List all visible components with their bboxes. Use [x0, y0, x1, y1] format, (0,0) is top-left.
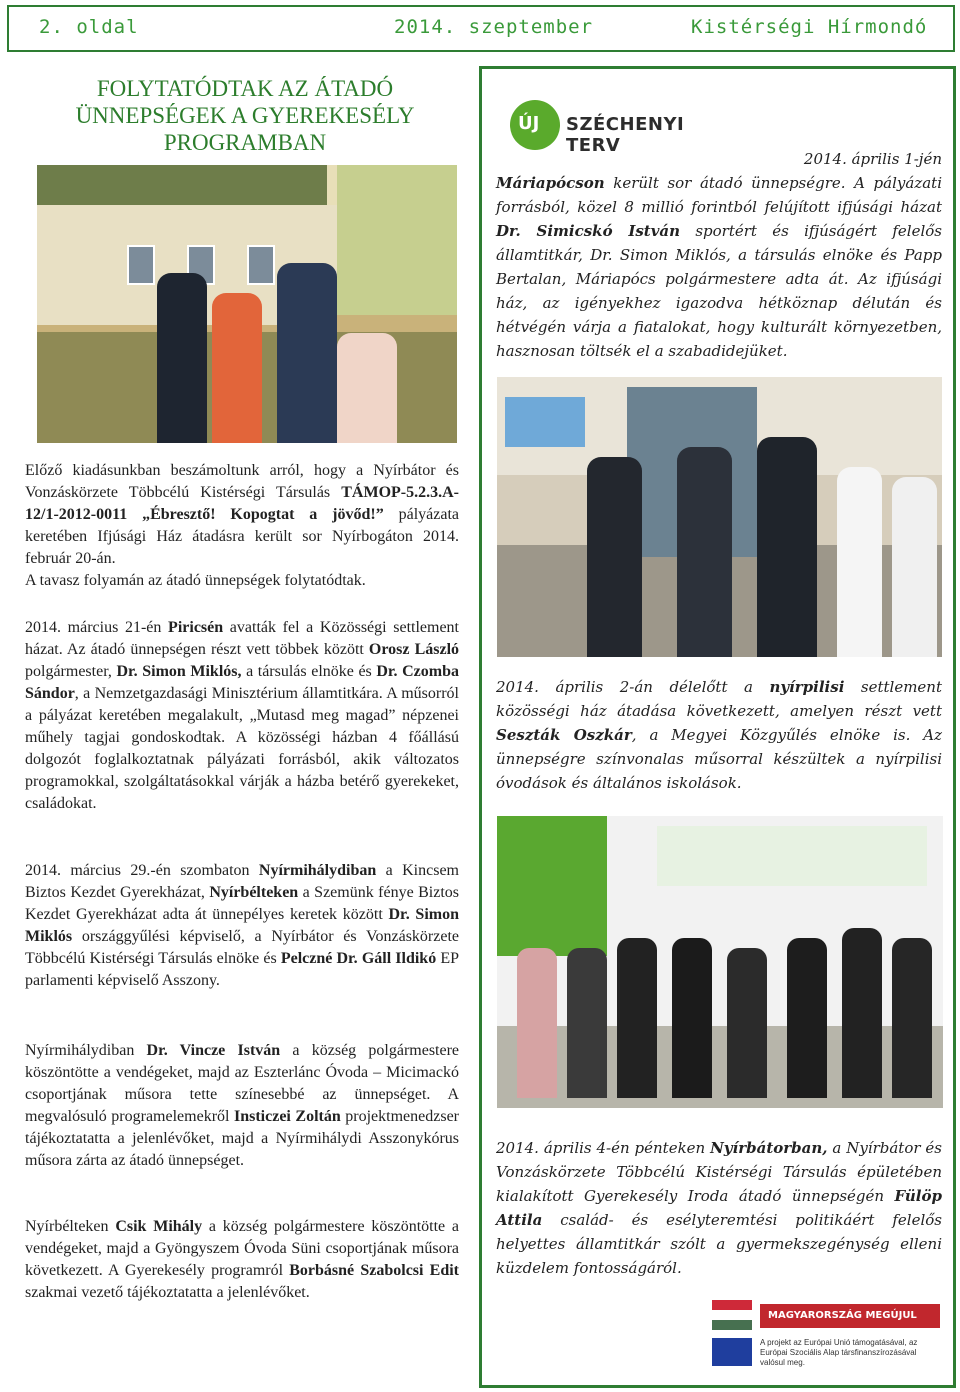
- publication-name: Kistérségi Hírmondó: [691, 16, 928, 38]
- photo-mariapocs-ceremony: [37, 165, 457, 443]
- eu-funding-note: A projekt az Európai Unió támogatásával, az Európai Szociális Alap társfinanszírozásával valósul meg.: [760, 1338, 918, 1367]
- issue-date: 2014. szeptember: [394, 16, 594, 38]
- paragraph-mariapocs: 2014. április 1-jén Máriapócson került sor átadó ünnepségre. A pályázati forrásból, közel 8 millió forintból felújított ifjúsági házat Dr. Simicskó István sportért és ifjúságért felelős államtitkár, Dr. Simon Miklós, a társulás elnöke és Papp Bertalan, Máriapócs polgármestere adta át. Az ifjúsági ház, az igényekhez igazodva hétköznap délután és hétvégén várja a fiatalokat, hogy kulturált környezetben, hasznosan töltsék el a szabadidejüket.: [496, 150, 943, 360]
- paragraph-nyirbator: 2014. április 4-én pénteken Nyírbátorban, a Nyírbátor és Vonzáskörzete Többcélú Kistérségi Társulás épületében kialakított Gyerekesély Iroda átadó ünnepségén Fülöp Attila család- és esélyteremtési politikáért felelős helyettes államtitkár szólt a gyermekszegénység elleni küzdelem fontosságáról.: [496, 1139, 942, 1277]
- photo-ifjusagi-haz-ribbon: [497, 377, 942, 657]
- paragraph-march-29: 2014. március 29.-én szombaton Nyírmihálydiban a Kincsem Biztos Kezdet Gyerekházat, Nyírbélteken a Szemünk fénye Biztos Kezdet Gyerekházat adta át ünnepélyes keretek között Dr. Simon Miklós országgyűlési képviselő, a Nyírbátor és Vonzáskörzete Többcélú Kistérségi Társulás elnöke és Pelczné Dr. Gáll Ildikó EP parlamenti képviselő Asszony.: [25, 862, 460, 989]
- article-title: FOLYTATÓDTAK AZ ÁTADÓ ÜNNEPSÉGEK A GYEREKESÉLY PROGRAMBAN: [75, 76, 415, 155]
- magyarorszag-megujul-banner: MAGYARORSZÁG MEGÚJUL: [760, 1304, 940, 1328]
- paragraph-piricse: 2014. március 21-én Piricsén avatták fel a Közösségi settlement házat. Az átadó ünnepségen részt vett többek között Orosz László polgármester, Dr. Simon Miklós, a társulás elnöke és Dr. Czomba Sándor, a Nemzetgazdasági Minisztérium államtitkára. A műsorról a pályázat keretében megalakult, „Mutasd meg magad” népzenei műhely tagjai gondoskodtak. A közösségi házban 4 főállású dolgozót foglalkoztatnak pályázati forrásból, akik változatos programokkal, szolgáltatásokkal várják a házba betérő gyerekeket, családokat.: [25, 619, 460, 812]
- paragraph-nyirpilis: 2014. április 2-án délelőtt a nyírpilisi settlement közösségi ház átadása következett, amelyen részt vett Seszták Oszkár, a Megyei Közgyűlés elnöke is. Az ünnepségre színvonalas műsorral készültek a nyírpilisi óvodások és általános iskolások.: [496, 678, 942, 792]
- paragraph-nyirmihalydi: Nyírmihálydiban Dr. Vincze István a község polgármestere köszöntötte a vendégeket, majd az Eszterlánc Óvoda – Micimackó csoportjának műsora tette színesebbé az ünnepséget. A megvalósuló programelemekről Insticzei Zoltán projektmenedzser tájékoztatatta a jelenlévőket, majd a Nyírmihálydi Asszonykórus műsora zárta az átadó ünnepséget.: [25, 1042, 460, 1169]
- eu-funding-logo: [712, 1300, 942, 1370]
- szechenyi-label: SZÉCHENYI TERV: [566, 114, 685, 156]
- paragraph-intro: Előző kiadásunkban beszámoltunk arról, hogy a Nyírbátor és Vonzáskörzete Többcélú Kistérségi Társulás TÁMOP-5.2.3.A-12/1-2012-0011 „Ébresztő! Kopogtat a jövőd!” pályázata keretében Ifjúsági Ház átadásra került sor Nyírbogáton 2014. február 20-án. A tavasz folyamán az átadó ünnepségek folytatódtak.: [25, 462, 459, 589]
- paragraph-nyirbeltek: Nyírbélteken Csik Mihály a község polgármestere köszöntötte a vendégeket, majd a Gyöngyszem Óvoda Süni csoportjának műsora következett. A Gyerekesély programról Borbásné Szabolcsi Edit szakmai vezető tájékoztatatta a jelenlévőket.: [25, 1218, 460, 1301]
- eu-flag-icon: [712, 1338, 752, 1366]
- hungarian-flag-icon: [712, 1300, 752, 1330]
- page-header: [7, 5, 955, 52]
- photo-gyerekesely-iroda: [497, 816, 943, 1108]
- szechenyi-badge-icon: ÚJ: [510, 100, 560, 150]
- page-number: 2. oldal: [39, 16, 139, 38]
